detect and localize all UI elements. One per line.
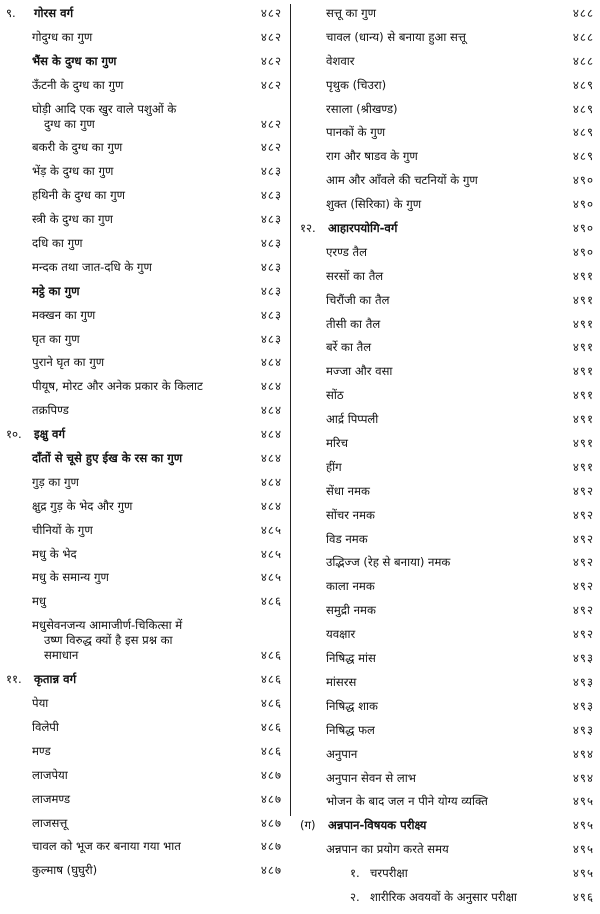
toc-entry: [6, 594, 282, 618]
entry-title: भोजन के बाद जल न पीने योग्य व्यक्ति: [326, 794, 488, 809]
toc-entry: [6, 523, 282, 547]
toc-entry: [300, 436, 594, 460]
entry-title: यवक्षार: [326, 627, 356, 642]
toc-entry: [6, 696, 282, 720]
page-number: ४८६: [260, 743, 282, 758]
page-number: ४९४: [572, 746, 594, 761]
page-number: ४८४: [260, 498, 282, 513]
page-number: ४८७: [260, 839, 282, 854]
page-number: ४९३: [572, 674, 594, 689]
section-number: १०.: [6, 427, 22, 442]
entry-title: आर्द्र पिप्पली: [326, 412, 379, 427]
page-number: ४८५: [260, 546, 282, 561]
toc-entry: [300, 54, 594, 78]
toc-entry: [6, 284, 282, 308]
toc-entry: [6, 188, 282, 212]
entry-title: सोंठ: [326, 388, 344, 403]
toc-entry: [300, 723, 594, 747]
toc-entry: [6, 570, 282, 594]
page-number: ४८६: [260, 719, 282, 734]
page-number: ४९२: [572, 507, 594, 522]
page-number: ४९१: [572, 292, 594, 307]
toc-entry: [300, 675, 594, 699]
toc-entry: [6, 212, 282, 236]
page-number: ४९२: [572, 579, 594, 594]
toc-entry: [6, 379, 282, 403]
entry-title: विड नमक: [326, 531, 368, 546]
entry-title-line: दुग्ध का गुण: [44, 116, 95, 131]
entry-title: मट्ठे का गुण: [32, 283, 80, 298]
page-number: ४९२: [572, 483, 594, 498]
entry-title: राग और षाडव के गुण: [326, 149, 418, 164]
toc-entry: [6, 332, 282, 356]
page-number: ४८४: [260, 355, 282, 370]
entry-title: रसाला (श्रीखण्ड): [326, 101, 398, 116]
toc-entry: [6, 547, 282, 571]
toc-entry: [6, 164, 282, 188]
toc-entry: [300, 78, 594, 102]
page-number: ४८७: [260, 791, 282, 806]
toc-entry: [300, 484, 594, 508]
toc-entry: [300, 293, 594, 317]
entry-title: काला नमक: [326, 579, 375, 594]
page-number: ४९१: [572, 412, 594, 427]
page-number: ४९५: [572, 794, 594, 809]
entry-title: चीनियों के गुण: [32, 522, 93, 537]
page-number: ४९१: [572, 316, 594, 331]
toc-entry: [300, 460, 594, 484]
entry-title: मधु: [32, 594, 47, 609]
page-number: ४८५: [260, 570, 282, 585]
toc-entry: [6, 308, 282, 332]
entry-title: सरसों का तैल: [326, 268, 384, 283]
entry-title: भेंड़ के दुग्ध का गुण: [32, 164, 114, 179]
entry-title: लाजमण्ड: [32, 791, 71, 806]
page-number: ४८३: [260, 236, 282, 251]
page-number: ४९१: [572, 436, 594, 451]
entry-title: सेंधा नमक: [326, 483, 370, 498]
page-number: ४८९: [572, 125, 594, 140]
entry-title: मांसरस: [326, 674, 357, 689]
toc-entry: [6, 768, 282, 792]
page-number: ४८३: [260, 188, 282, 203]
toc-section-heading: [300, 221, 594, 245]
toc-entry: [6, 618, 282, 672]
page-number: ४९१: [572, 364, 594, 379]
entry-title: शुक्त (सिरिका) के गुण: [326, 197, 422, 212]
toc-entry: [6, 260, 282, 284]
toc-entry: [300, 6, 594, 30]
page-number: ४९१: [572, 340, 594, 355]
page-number: ४८५: [260, 522, 282, 537]
toc-entry: [6, 816, 282, 840]
toc-entry: [300, 364, 594, 388]
toc-section-heading: [6, 6, 282, 30]
page-number: ४८२: [260, 53, 282, 68]
entry-title-line: घोड़ी आदि एक खुर वाले पशुओं के: [32, 101, 177, 116]
page-number: ४८६: [260, 696, 282, 711]
page-number: ४८९: [572, 149, 594, 164]
page-number: ४९३: [572, 722, 594, 737]
toc-entry: [6, 475, 282, 499]
page-number: ४९१: [572, 268, 594, 283]
page-number: ४९३: [572, 651, 594, 666]
toc-entry: [300, 508, 594, 532]
toc-entry: [6, 403, 282, 427]
toc-entry: [6, 140, 282, 164]
entry-title: मधु के समान्य गुण: [32, 570, 109, 585]
page-number: ४९५: [572, 866, 594, 881]
toc-entry: [300, 30, 594, 54]
toc-entry: [300, 532, 594, 556]
entry-title: गुड़ का गुण: [32, 474, 79, 489]
entry-number: १.: [350, 866, 360, 881]
page-number: ४९२: [572, 555, 594, 570]
page-number: ४८७: [260, 815, 282, 830]
entry-title: भैंस के दुग्ध का गुण: [32, 53, 117, 68]
toc-entry: [300, 412, 594, 436]
toc-entry: [300, 866, 594, 890]
entry-title: चावल को भूज कर बनाया गया भात: [32, 839, 181, 854]
entry-title: दधि का गुण: [32, 236, 83, 251]
toc-entry: [300, 317, 594, 341]
entry-title: बर्रे का तैल: [326, 340, 372, 355]
toc-entry: [300, 579, 594, 603]
entry-title: पानकों के गुण: [326, 125, 386, 140]
page-number: ४८४: [260, 379, 282, 394]
toc-entry: [300, 603, 594, 627]
column-divider: [290, 4, 291, 816]
toc-entry: [6, 863, 282, 887]
page-number: ४८८: [572, 6, 594, 20]
entry-title: वेशवार: [326, 53, 355, 68]
toc-entry: [300, 555, 594, 579]
page-number: ४९३: [572, 698, 594, 713]
entry-title: शारीरिक अवयवों के अनुसार परीक्षा: [370, 889, 517, 904]
page-number: ४८२: [260, 140, 282, 155]
entry-title: दाँतों से चूसे हुए ईख के रस का गुण: [32, 451, 183, 466]
page-number: ४९४: [572, 770, 594, 785]
page-number: ४८७: [260, 863, 282, 878]
page-number: ४८२: [260, 29, 282, 44]
entry-title: ऊँटनी के दुग्ध का गुण: [32, 77, 124, 92]
entry-title: घृत का गुण: [32, 331, 80, 346]
entry-title: लाजपेया: [32, 767, 68, 782]
entry-title: कुल्माष (घुघुरी): [32, 863, 98, 878]
toc-entry: [300, 842, 594, 866]
page-number: ४८६: [260, 672, 282, 687]
section-number: १२.: [300, 221, 316, 236]
entry-number: २.: [350, 889, 360, 904]
toc-entry: [6, 355, 282, 379]
entry-title: पृथुक (चिउरा): [326, 77, 387, 92]
page-number: ४८३: [260, 283, 282, 298]
page-number: ४९६: [572, 889, 594, 904]
toc-entry: [6, 451, 282, 475]
page-number: ४९५: [572, 818, 594, 833]
entry-title: अनुपान सेवन से लाभ: [326, 770, 416, 785]
entry-title: हथिनी के दुग्ध का गुण: [32, 188, 126, 203]
toc-entry: [6, 720, 282, 744]
page-number: ४८४: [260, 403, 282, 418]
section-title: अन्नपान-विषयक परीक्ष्य: [328, 818, 427, 833]
toc-entry: [300, 149, 594, 173]
page-number: ४९२: [572, 531, 594, 546]
toc-entry: [300, 245, 594, 269]
entry-title: हींग: [326, 459, 342, 474]
entry-title: [32, 102, 176, 132]
page-number: ४८३: [260, 212, 282, 227]
toc-entry: [300, 125, 594, 149]
page-number: ४८८: [572, 53, 594, 68]
page-number: ४८३: [260, 259, 282, 274]
entry-title: अन्नपान का प्रयोग करते समय: [326, 842, 449, 857]
page-number: ४८९: [572, 101, 594, 116]
entry-title: उद्भिज्ज (रेह से बनाया) नमक: [326, 555, 451, 570]
entry-title: लाजसत्तू: [32, 815, 68, 830]
entry-title: मक्खन का गुण: [32, 307, 96, 322]
entry-title: सत्तू का गुण: [326, 6, 377, 20]
entry-title: मज्जा और वसा: [326, 364, 393, 379]
section-title: आहारपयोगि-वर्ग: [328, 221, 398, 236]
entry-title: चिरौंजी का तैल: [326, 292, 390, 307]
section-number: ९.: [6, 6, 16, 20]
entry-title: [32, 618, 182, 663]
entry-title: पेया: [32, 696, 49, 711]
section-title: गोरस वर्ग: [34, 6, 74, 20]
page-number: ४९०: [572, 197, 594, 212]
toc-section-heading: [6, 427, 282, 451]
entry-title: सोंचर नमक: [326, 507, 375, 522]
entry-title: क्षुद्र गुड़ के भेद और गुण: [32, 498, 133, 513]
page-number: ४८७: [260, 767, 282, 782]
entry-title: मण्ड: [32, 743, 51, 758]
page-number: ४८४: [260, 451, 282, 466]
entry-title: तक्रपिण्ड: [32, 403, 69, 418]
toc-entry: [6, 744, 282, 768]
entry-title-line: उष्ण विरुद्ध क्यों है इस प्रश्न का: [44, 633, 173, 648]
entry-title: मधु के भेद: [32, 546, 77, 561]
entry-title: विलेपी: [32, 719, 59, 734]
entry-title: गोदुग्ध का गुण: [32, 29, 93, 44]
page-number: ४८२: [260, 116, 282, 131]
entry-title: निषिद्ध शाक: [326, 698, 378, 713]
toc-entry: [6, 30, 282, 54]
section-number: (ग): [300, 818, 316, 833]
entry-title: निषिद्ध फल: [326, 722, 375, 737]
entry-title: निषिद्ध मांस: [326, 651, 376, 666]
entry-title: स्त्री के दुग्ध का गुण: [32, 212, 113, 227]
page-number: ४८३: [260, 331, 282, 346]
entry-title: पुराने घृत का गुण: [32, 355, 105, 370]
toc-entry: [6, 102, 282, 141]
toc-entry: [300, 747, 594, 771]
page-number: ४९२: [572, 603, 594, 618]
page-number: ४८२: [260, 6, 282, 20]
page-number: ४९१: [572, 459, 594, 474]
page-number: ४९०: [572, 244, 594, 259]
toc-entry: [300, 890, 594, 914]
entry-title: मन्दक तथा जात-दधि के गुण: [32, 259, 152, 274]
page-number: ४९०: [572, 173, 594, 188]
section-title: कृतान्न वर्ग: [34, 672, 77, 687]
entry-title: चावल (धान्य) से बनाया हुआ सत्तू: [326, 29, 466, 44]
page-number: ४९१: [572, 388, 594, 403]
page-number: ४९२: [572, 627, 594, 642]
toc-entry: [300, 627, 594, 651]
toc-entry: [300, 771, 594, 795]
toc-entry: [300, 173, 594, 197]
section-number: ११.: [6, 672, 22, 687]
toc-entry: [300, 197, 594, 221]
toc-entry: [6, 839, 282, 863]
toc-entry: [6, 78, 282, 102]
entry-title: समुद्री नमक: [326, 603, 376, 618]
page-number: ४८४: [260, 474, 282, 489]
page-number: ४८४: [260, 427, 282, 442]
toc-entry: [6, 499, 282, 523]
entry-title: एरण्ड तैल: [326, 244, 368, 259]
page-number: ४८८: [572, 29, 594, 44]
entry-title: आम और आँवले की चटनियों के गुण: [326, 173, 478, 188]
left-toc-column: [6, 6, 282, 887]
toc-entry: [300, 651, 594, 675]
entry-title: बकरी के दुग्ध का गुण: [32, 140, 123, 155]
entry-title-line: मधुसेवनजन्य आमाजीर्ण-चिकित्सा में: [32, 618, 183, 633]
toc-entry: [300, 794, 594, 818]
entry-title: मरिच: [326, 436, 349, 451]
page-number: ४८६: [260, 648, 282, 663]
page-number: ४८९: [572, 77, 594, 92]
toc-entry: [300, 340, 594, 364]
page-number: ४८२: [260, 77, 282, 92]
entry-title: पीयूष, मोरट और अनेक प्रकार के किलाट: [32, 379, 203, 394]
page-number: ४९५: [572, 842, 594, 857]
entry-title: अनुपान: [326, 746, 358, 761]
toc-entry: [300, 102, 594, 126]
page-number: ४८६: [260, 594, 282, 609]
page-number: ४८३: [260, 164, 282, 179]
section-title: इक्षु वर्ग: [34, 427, 66, 442]
toc-section-heading: [6, 672, 282, 696]
page-number: ४८३: [260, 307, 282, 322]
toc-entry: [6, 236, 282, 260]
toc-entry: [300, 269, 594, 293]
toc-entry: [6, 54, 282, 78]
toc-section-heading: [300, 818, 594, 842]
toc-entry: [300, 699, 594, 723]
entry-title: चरपरीक्षा: [370, 866, 408, 881]
entry-title-line: समाधान: [44, 648, 79, 663]
entry-title: तीसी का तैल: [326, 316, 381, 331]
toc-entry: [6, 792, 282, 816]
page-number: ४९०: [572, 221, 594, 236]
right-toc-column: [300, 6, 594, 914]
toc-entry: [300, 388, 594, 412]
